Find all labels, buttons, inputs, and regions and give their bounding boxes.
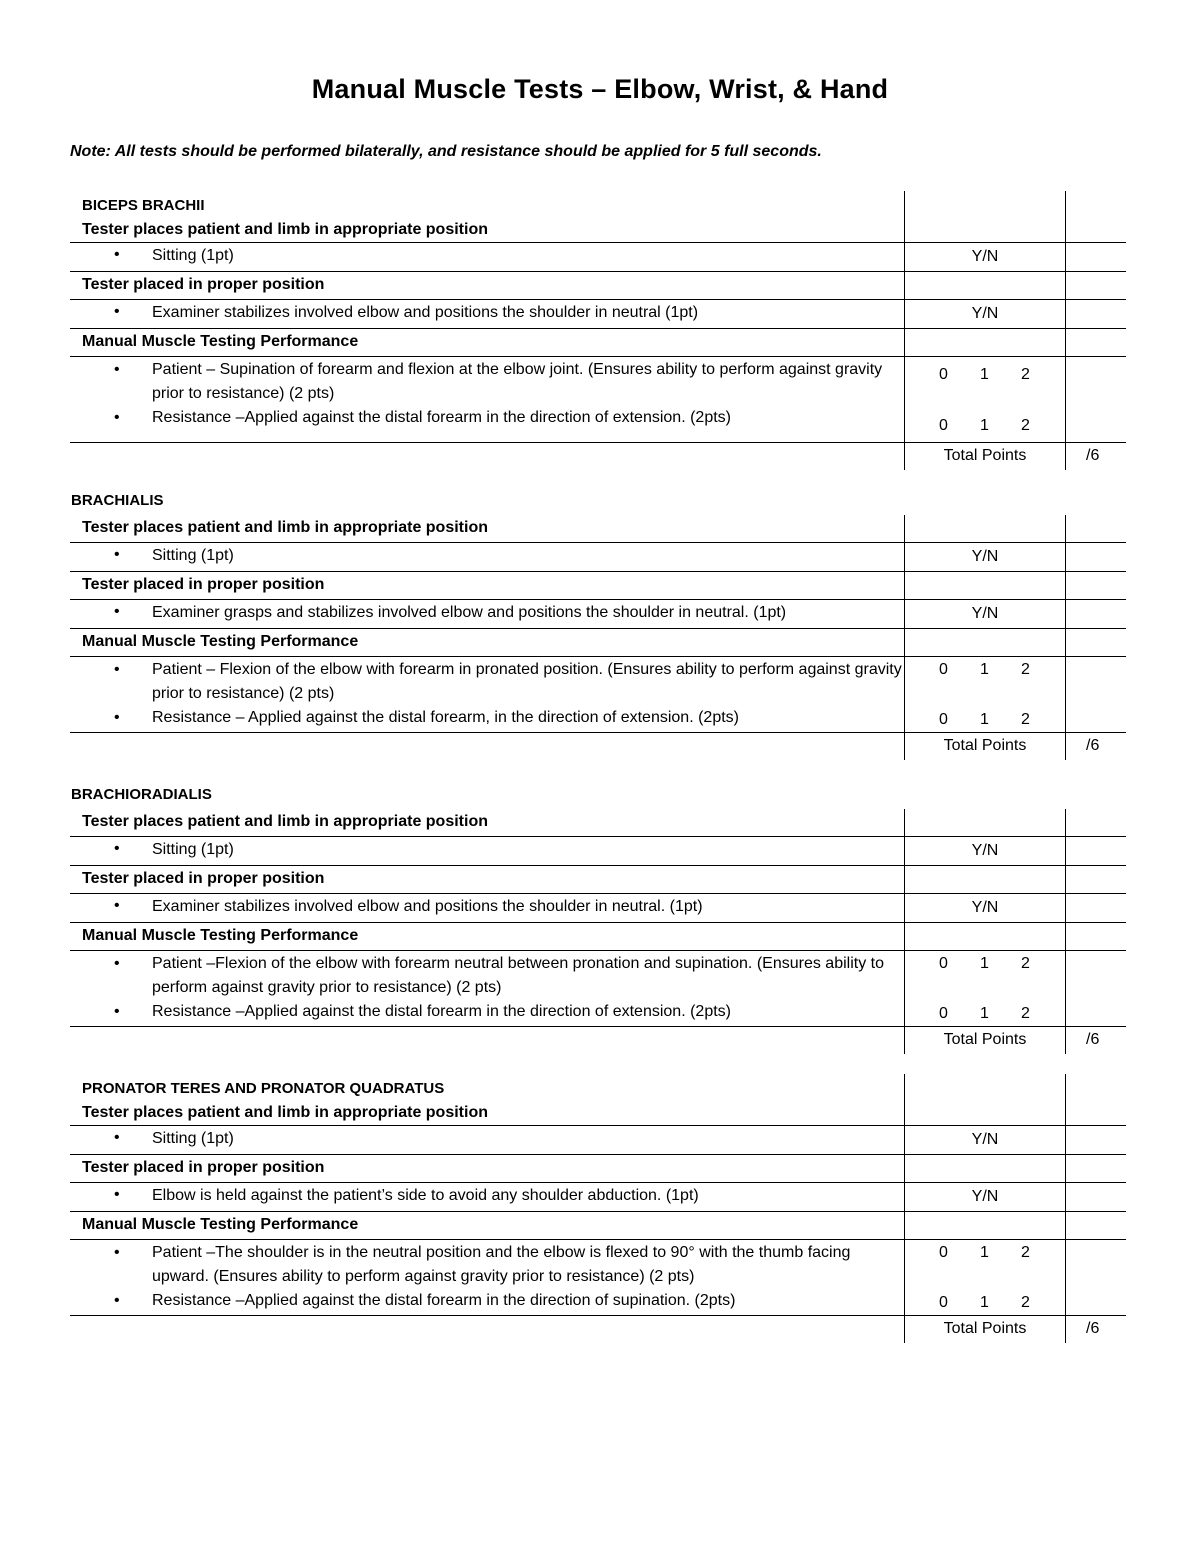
score-2[interactable]: 2 (1021, 1244, 1030, 1261)
patient-score-scale[interactable] (905, 363, 1065, 387)
tester-item-row (70, 1183, 1126, 1212)
score-2[interactable]: 2 (1021, 711, 1030, 728)
position-item: Sitting (1pt) (152, 547, 234, 564)
total-value[interactable]: /6 (1066, 1316, 1127, 1344)
bullet-icon: • (114, 1292, 120, 1309)
position-header: Tester places patient and limb in appropriate position (82, 1104, 488, 1121)
performance-header-row (70, 629, 1126, 657)
section-brachialis (70, 515, 1126, 760)
tester-score-cell[interactable]: Y/N (905, 300, 1066, 329)
score-0[interactable]: 0 (939, 366, 948, 383)
bullet-icon: • (114, 546, 120, 563)
patient-item: • Patient – Supination of forearm and flexion at the elbow joint. (Ensures ability to perform against gravity prior to resistance) (2 pts) (152, 358, 904, 406)
score-scales (905, 951, 1065, 1025)
position-item: Sitting (1pt) (152, 841, 234, 858)
tester-item: Examiner grasps and stabilizes involved elbow and positions the shoulder in neutral. (1pt) (152, 604, 787, 621)
bullet-icon: • (114, 361, 120, 378)
section-brachioradialis (70, 809, 1126, 1054)
tester-header-row (70, 866, 1126, 894)
bullet-icon: • (114, 246, 120, 263)
position-header: Tester places patient and limb in appropriate position (70, 809, 905, 837)
position-score-cell[interactable]: Y/N (905, 1126, 1066, 1155)
patient-score-scale[interactable] (905, 952, 1065, 976)
position-header: Tester places patient and limb in appropriate position (70, 515, 905, 543)
score-0[interactable]: 0 (939, 661, 948, 678)
tester-score-cell[interactable]: Y/N (905, 894, 1066, 923)
section-pronator-teres-quadratus (70, 1074, 1126, 1343)
position-score-cell[interactable]: Y/N (905, 543, 1066, 572)
section-header-row (70, 1074, 1126, 1126)
performance-row (70, 1240, 1126, 1316)
performance-header: Manual Muscle Testing Performance (70, 629, 905, 657)
tester-header: Tester placed in proper position (70, 572, 905, 600)
score-2[interactable]: 2 (1021, 955, 1030, 972)
resistance-score-scale[interactable] (905, 414, 1065, 438)
total-label: Total Points (905, 1316, 1066, 1344)
patient-score-scale[interactable] (905, 1241, 1065, 1265)
tester-header-row (70, 572, 1126, 600)
bullet-icon: • (114, 409, 120, 426)
performance-header: Manual Muscle Testing Performance (70, 329, 905, 357)
performance-header: Manual Muscle Testing Performance (70, 923, 905, 951)
tester-points-cell[interactable] (1066, 300, 1127, 329)
patient-score-scale[interactable] (905, 658, 1065, 682)
score-1[interactable]: 1 (980, 711, 989, 728)
score-0[interactable]: 0 (939, 1294, 948, 1311)
section-name: PRONATOR TERES AND PRONATOR QUADRATUS (82, 1080, 445, 1097)
bullet-icon: • (114, 1003, 120, 1020)
total-row (70, 1316, 1126, 1344)
total-row (70, 443, 1126, 471)
total-label: Total Points (905, 733, 1066, 761)
tester-score-cell[interactable]: Y/N (905, 1183, 1066, 1212)
score-1[interactable]: 1 (980, 417, 989, 434)
position-item-row (70, 243, 1126, 272)
bullet-icon: • (114, 303, 120, 320)
score-scales (905, 357, 1065, 441)
position-score-cell[interactable]: Y/N (905, 243, 1066, 272)
total-value[interactable]: /6 (1066, 1027, 1127, 1055)
bullet-icon: • (114, 1186, 120, 1203)
score-1[interactable]: 1 (980, 1005, 989, 1022)
section-biceps-brachii (70, 191, 1126, 470)
score-1[interactable]: 1 (980, 366, 989, 383)
position-points-cell[interactable] (1066, 543, 1127, 572)
section-header-row (70, 809, 1126, 837)
position-item: Sitting (1pt) (152, 1130, 234, 1147)
bullet-icon: • (114, 1129, 120, 1146)
performance-row (70, 357, 1126, 443)
score-1[interactable]: 1 (980, 955, 989, 972)
bullet-icon: • (114, 709, 120, 726)
patient-item: • Patient –The shoulder is in the neutral position and the elbow is flexed to 90° with the thumb facing upward. (Ensures ability to perform against gravity prior to resistance) (2 pts) (152, 1241, 904, 1289)
performance-header-row (70, 329, 1126, 357)
score-0[interactable]: 0 (939, 955, 948, 972)
tester-header-row (70, 272, 1126, 300)
score-0[interactable]: 0 (939, 711, 948, 728)
tester-item: Elbow is held against the patient’s side to avoid any shoulder abduction. (1pt) (152, 1187, 699, 1204)
tester-score-cell[interactable]: Y/N (905, 600, 1066, 629)
tester-header-row (70, 1155, 1126, 1183)
section-header-row (70, 191, 1126, 243)
resistance-item: • Resistance –Applied against the distal forearm in the direction of extension. (2pts) (152, 406, 904, 430)
tester-item-row (70, 894, 1126, 923)
resistance-score-scale[interactable] (905, 1291, 1065, 1315)
tester-item: Examiner stabilizes involved elbow and positions the shoulder in neutral. (1pt) (152, 898, 703, 915)
position-item-row (70, 837, 1126, 866)
score-scales (905, 657, 1065, 731)
total-row (70, 733, 1126, 761)
patient-item: • Patient – Flexion of the elbow with forearm in pronated position. (Ensures ability to perform against gravity prior to resistance) (2 pts) (152, 658, 904, 706)
section-header-row (70, 515, 1126, 543)
resistance-item: • Resistance –Applied against the distal forearm in the direction of supination. (2pts) (152, 1289, 904, 1313)
score-2[interactable]: 2 (1021, 417, 1030, 434)
score-2[interactable]: 2 (1021, 366, 1030, 383)
position-header: Tester places patient and limb in appropriate position (82, 221, 488, 238)
performance-header: Manual Muscle Testing Performance (70, 1212, 905, 1240)
score-1[interactable]: 1 (980, 1244, 989, 1261)
instruction-note: Note: All tests should be performed bilaterally, and resistance should be applied for 5 full seconds. (70, 143, 822, 160)
performance-row (70, 657, 1126, 733)
score-0[interactable]: 0 (939, 1244, 948, 1261)
section-name: BICEPS BRACHII (82, 197, 205, 214)
tester-header: Tester placed in proper position (70, 272, 905, 300)
section-name: BRACHIALIS (71, 492, 164, 509)
score-1[interactable]: 1 (980, 1294, 989, 1311)
score-0[interactable]: 0 (939, 1005, 948, 1022)
tester-item-row (70, 300, 1126, 329)
resistance-score-scale[interactable] (905, 708, 1065, 732)
tester-header: Tester placed in proper position (70, 1155, 905, 1183)
score-1[interactable]: 1 (980, 661, 989, 678)
tester-points-cell[interactable] (1066, 894, 1127, 923)
resistance-score-scale[interactable] (905, 1002, 1065, 1026)
total-label: Total Points (905, 1027, 1066, 1055)
tester-item-row (70, 600, 1126, 629)
performance-row (70, 951, 1126, 1027)
bullet-icon: • (114, 661, 120, 678)
score-scales (905, 1240, 1065, 1314)
performance-header-row (70, 1212, 1126, 1240)
bullet-icon: • (114, 603, 120, 620)
resistance-item: • Resistance –Applied against the distal forearm in the direction of extension. (2pts) (152, 1000, 904, 1024)
score-2[interactable]: 2 (1021, 1294, 1030, 1311)
tester-points-cell[interactable] (1066, 1183, 1127, 1212)
tester-item: Examiner stabilizes involved elbow and positions the shoulder in neutral (1pt) (152, 304, 699, 321)
performance-header-row (70, 923, 1126, 951)
resistance-item: • Resistance – Applied against the distal forearm, in the direction of extension. (2pts) (152, 706, 904, 730)
position-item-row (70, 1126, 1126, 1155)
page-title: Manual Muscle Tests – Elbow, Wrist, & Hand (311, 74, 889, 104)
score-2[interactable]: 2 (1021, 1005, 1030, 1022)
score-0[interactable]: 0 (939, 417, 948, 434)
position-item-row (70, 543, 1126, 572)
total-value[interactable]: /6 (1066, 733, 1127, 761)
section-name: BRACHIORADIALIS (71, 786, 212, 803)
bullet-icon: • (114, 1244, 120, 1261)
patient-item: • Patient –Flexion of the elbow with forearm neutral between pronation and supination. (Ensures ability to perform against gravity prior to resistance) (2 pts) (152, 952, 904, 1000)
total-row (70, 1027, 1126, 1055)
tester-points-cell[interactable] (1066, 600, 1127, 629)
total-value[interactable]: /6 (1066, 443, 1127, 471)
bullet-icon: • (114, 840, 120, 857)
position-points-cell[interactable] (1066, 837, 1127, 866)
tester-header: Tester placed in proper position (70, 866, 905, 894)
total-label: Total Points (905, 443, 1066, 471)
score-2[interactable]: 2 (1021, 661, 1030, 678)
bullet-icon: • (114, 955, 120, 972)
position-points-cell[interactable] (1066, 1126, 1127, 1155)
position-item: Sitting (1pt) (152, 247, 234, 264)
position-points-cell[interactable] (1066, 243, 1127, 272)
bullet-icon: • (114, 897, 120, 914)
position-score-cell[interactable]: Y/N (905, 837, 1066, 866)
